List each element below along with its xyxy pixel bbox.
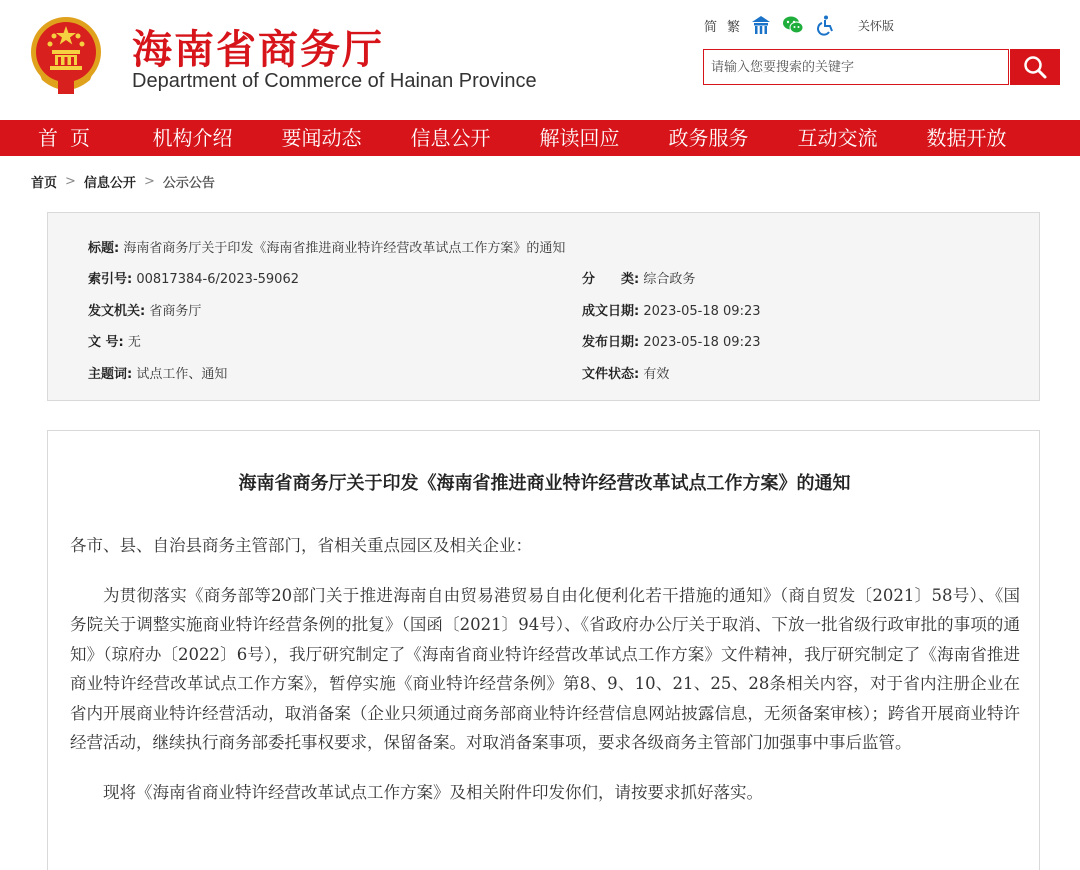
nav-item-open-data[interactable]: 数据开放 (926, 126, 1007, 150)
meta-index-row (88, 268, 299, 287)
meta-index-value: 00817384-6/2023-59062 (136, 272, 299, 287)
article-paragraph: 现将《海南省商业特许经营改革试点工作方案》及相关附件印发你们，请按要求抓好落实。 (103, 782, 763, 802)
meta-issuer-label: 发文机关: (88, 304, 146, 319)
meta-published-label: 发布日期: (582, 335, 640, 350)
nav-item-news[interactable]: 要闻动态 (281, 126, 362, 150)
search-button[interactable] (1010, 49, 1060, 85)
traditional-chinese-link[interactable]: 繁 (727, 19, 741, 35)
meta-category-row (582, 268, 695, 287)
nav-item-information-disclosure[interactable]: 信息公开 (410, 126, 491, 150)
meta-published-row (582, 331, 761, 350)
meta-title-label: 标题: (88, 241, 120, 256)
meta-docno-value: 无 (127, 335, 141, 350)
article-salutation: 各市、县、自治县商务主管部门，省相关重点园区及相关企业： (70, 536, 532, 555)
article-body (70, 531, 1020, 807)
search-icon (1022, 54, 1048, 80)
search-input[interactable] (703, 49, 1009, 85)
site-header (0, 0, 1080, 120)
accessibility-icon[interactable] (750, 14, 772, 36)
breadcrumb-separator: > (65, 174, 76, 189)
meta-subject-label: 主题词: (88, 367, 133, 382)
nav-item-organization[interactable]: 机构介绍 (152, 126, 233, 150)
meta-status-row (582, 363, 669, 382)
nav-item-home[interactable]: 首页 (38, 126, 102, 150)
meta-status-value: 有效 (643, 367, 670, 382)
breadcrumb-information-disclosure[interactable]: 信息公开 (83, 176, 136, 191)
document-metadata-panel (47, 212, 1040, 401)
meta-title-row (88, 237, 565, 256)
nav-item-interpretation[interactable]: 解读回应 (539, 126, 620, 150)
meta-category-value: 综合政务 (643, 272, 696, 287)
breadcrumb-separator: > (143, 174, 155, 189)
article-paragraph: 为贯彻落实《商务部等20部门关于推进海南自由贸易港贸易自由化便利化若干措施的通知》（商自贸发〔2021〕58号）、《国务院关于调整实施商业特许经营条例的批复》（国函〔2021〕94号）、《省政府办公厅关于取消、下放一批省级行政审批的事项的通知》（琼府办〔2022〕6号），我厅研究制定了《海南省商业特许经营改革试点工作方案》文件精神，我厅研究制定了《海南省推进商业特许经营改革试点工作方案》，暂停实施《商业特许经营条例》第8、9、10、21、25、28条相关内容，对于省内注册企业在省内开展商业特许经营活动，取消备案（企业只须通过商务部商业特许经营信息网站披露信息，无须备案审核）；跨省开展商业特许经营活动，继续执行商务部委托事权要求，保留备案。对取消备案事项，要求各级商务主管部门加强事中事后监管。 (70, 585, 1020, 752)
meta-issuer-value: 省商务厅 (149, 304, 202, 319)
meta-status-label: 文件状态: (582, 367, 640, 382)
meta-issuer-row (88, 300, 201, 319)
meta-category-label: 分 类: (582, 272, 640, 287)
meta-subject-value: 试点工作、通知 (136, 367, 228, 382)
site-subtitle-english: Department of Commerce of Hainan Province (132, 70, 537, 92)
simplified-chinese-link[interactable]: 简 (704, 19, 718, 35)
wechat-icon[interactable] (782, 14, 804, 36)
utility-bar (704, 14, 894, 36)
article-panel (47, 430, 1040, 870)
meta-created-label: 成文日期: (582, 304, 640, 319)
breadcrumb (31, 172, 215, 191)
care-mode-link[interactable]: 关怀版 (858, 18, 895, 33)
nav-item-interaction[interactable]: 互动交流 (797, 126, 878, 150)
national-emblem-icon[interactable] (28, 14, 104, 96)
meta-docno-row (88, 331, 141, 350)
site-title: 海南省商务厅 (132, 27, 384, 73)
meta-docno-label: 文 号: (88, 335, 124, 350)
breadcrumb-current[interactable]: 公示公告 (162, 176, 215, 191)
meta-title-value: 海南省商务厅关于印发《海南省推进商业特许经营改革试点工作方案》的通知 (123, 241, 566, 256)
barrier-free-icon[interactable] (814, 14, 836, 36)
meta-published-value: 2023-05-18 09:23 (643, 335, 761, 350)
meta-index-label: 索引号: (88, 272, 133, 287)
meta-created-value: 2023-05-18 09:23 (643, 304, 761, 319)
nav-item-government-services[interactable]: 政务服务 (668, 126, 749, 150)
meta-subject-row (88, 363, 227, 382)
main-nav (0, 120, 1080, 156)
meta-created-row (582, 300, 761, 319)
article-title: 海南省商务厅关于印发《海南省推进商业特许经营改革试点工作方案》的通知 (238, 473, 851, 494)
breadcrumb-home[interactable]: 首页 (31, 176, 58, 191)
